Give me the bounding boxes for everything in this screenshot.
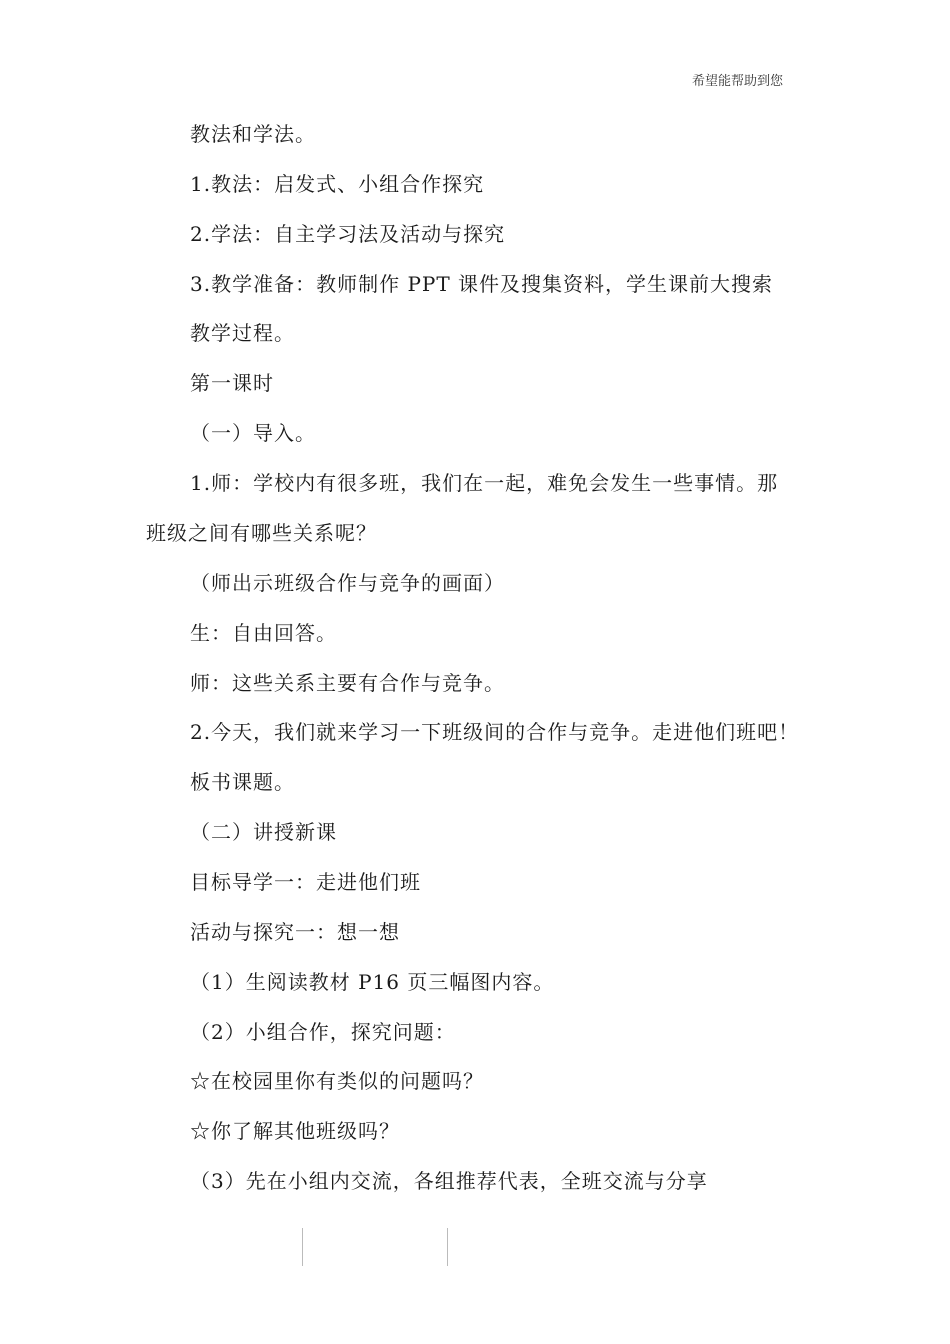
text-line: （2）小组合作，探究问题： [190,1020,456,1044]
text-line: 教法和学法。 [190,122,316,146]
subsection-heading: （一）导入。 [190,421,316,445]
text-line: 生：自由回答。 [190,621,337,645]
text-line: 3.教学准备：教师制作 PPT 课件及搜集资料，学生课前大搜索 [190,272,774,296]
text-line: 1.教法：启发式、小组合作探究 [190,172,485,196]
text-line: （师出示班级合作与竞争的画面） [190,571,505,595]
footer-divider [302,1228,303,1266]
text-line: （3）先在小组内交流，各组推荐代表，全班交流与分享 [190,1169,708,1193]
text-line: ☆在校园里你有类似的问题吗？ [190,1069,484,1093]
text-line: 1.师：学校内有很多班，我们在一起，难免会发生一些事情。那 [190,471,779,495]
text-line: ☆你了解其他班级吗？ [190,1119,400,1143]
text-line: 目标导学一：走进他们班 [190,870,421,894]
text-line: （1）生阅读教材 P16 页三幅图内容。 [190,970,555,994]
text-line: 2.学法：自主学习法及活动与探究 [190,222,506,246]
text-line: 班级之间有哪些关系呢？ [146,521,377,545]
header-note: 希望能帮助到您 [692,74,784,89]
text-line: 板书课题。 [190,770,295,794]
footer-divider [447,1228,448,1266]
text-line: 活动与探究一：想一想 [190,920,400,944]
section-heading: 第一课时 [190,371,274,395]
subsection-heading: （二）讲授新课 [190,820,337,844]
text-line: 师：这些关系主要有合作与竞争。 [190,671,505,695]
text-line: 教学过程。 [190,321,295,345]
text-line: 2.今天，我们就来学习一下班级间的合作与竞争。走进他们班吧！ [190,720,800,744]
